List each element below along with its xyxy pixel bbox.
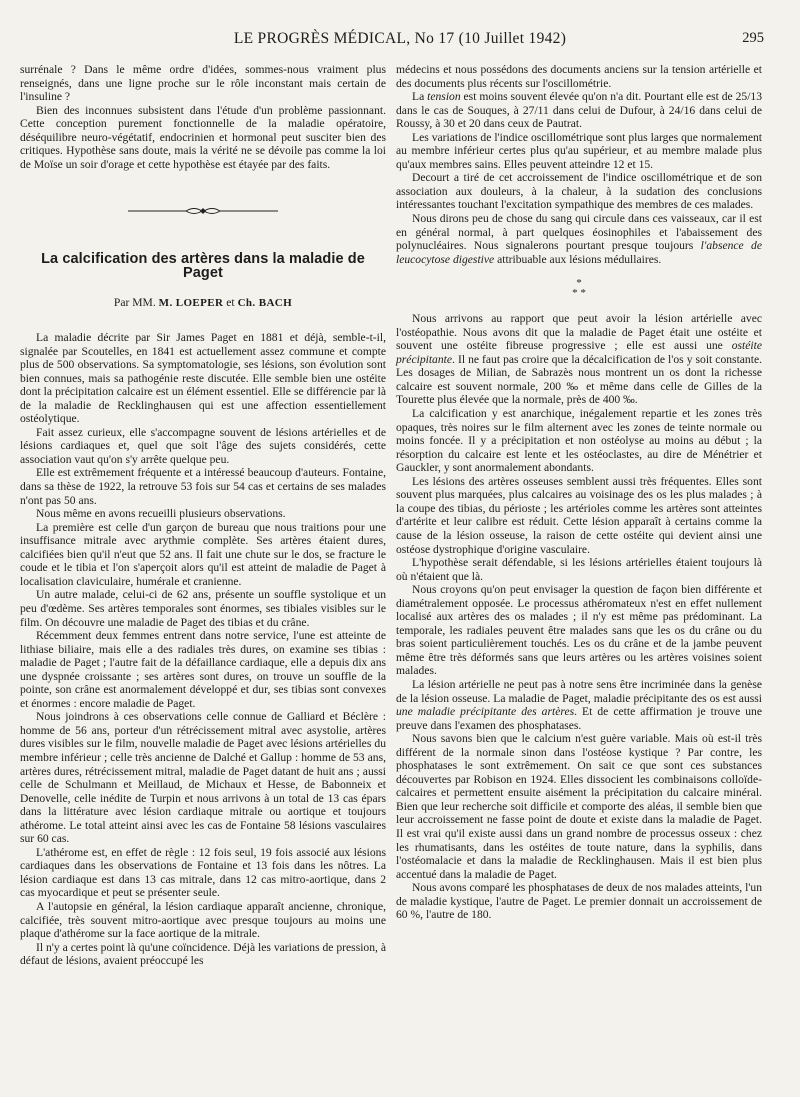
byline-and: et bbox=[226, 296, 235, 310]
paragraph: La première est celle d'un garçon de bureau que nous traitions pour une insuffisance mitrale avec arythmie complète. Ses artères étaient dures, calcifiées bien qu'il n'eut que 52 ans. Il fait une chute sur le dos, se fracture le coude et le tibia et l'on s'aperçoit alors qu'il est atteint de maladie de Paget à localisation claviculaire, humérale et cranienne. bbox=[20, 520, 386, 588]
paragraph: Nous joindrons à ces observations celle connue de Galliard et Béclère : homme de 56 ans, porteur d'un rétrécissement mitral avec asystolie, artères dures visibles sur le film, nouvelle maladie de Paget avec lésions artérielles du membre inférieur ; celle très ancienne de Dalché et Gallup : homme de 53 ans, artères dures, rétrécissement mitral, maladie de Paget datant de huit ans ; aussi celle de Schulmann et Meillaud, de Michaux et Hesse, de Babonneix et Denovelle, celle inédite de Turpin et nous arrivons à un total de 13 cas épars dans la littérature avec lésion cardiaque mitrale ou aortique et toujours athérome. Le total atteint ainsi avec les cas de Fontaine 58 lésions vasculaires sur 60 cas. bbox=[20, 710, 386, 846]
emphasis: tension bbox=[427, 90, 461, 104]
section-divider-ornament bbox=[20, 205, 386, 217]
running-header bbox=[0, 30, 800, 52]
right-column bbox=[396, 63, 762, 922]
byline bbox=[20, 296, 386, 311]
paragraph: Nous savons bien que le calcium n'est guère variable. Mais où est-il très différent de la normale sinon dans l'ostéose kystique ? Par contre, les phosphatases le sont extrêmement. On sait ce que sont ces substances découvertes par Robison en 1924. Elles dissocient les combinaisons colloïde-calcaires et permettent ensuite aisément la précipitation du calcaire minéral. Bien que leur recherche soit difficile et comporte des aléas, il semble bien que leur accroissement ne fasse point de doute et existe dans la maladie de Paget. Il est vrai qu'il existe aussi dans un grand nombre de processus osseux : chez les rhumatisants, dans les ostéites de toute nature, dans la syphilis, dans l'ostéomalacie et dans la maladie de Recklinghausen. Mais il est bien plus accentué dans la maladie de Paget. bbox=[396, 732, 762, 881]
paragraph: Les lésions des artères osseuses semblent aussi très fréquentes. Elles sont souvent plus marquées, plus calcaires au voisinage des os les plus malades ; à la coupe des tibias, du périoste ; les artérioles comme les artères sont atteintes d'artérite et leur calibre est réduit. Cette lésion apparaît à certains comme la cause de la lésion osseuse, la raison de cette ostéite qui devient ainsi une ostéose dystrophique d'origine vasculaire. bbox=[396, 474, 762, 556]
journal-header-title: LE PROGRÈS MÉDICAL, No 17 (10 Juillet 1942) bbox=[233, 30, 567, 47]
paragraph: Fait assez curieux, elle s'accompagne souvent de lésions artérielles et de lésions cardiaques et, quel que soit l'âge des sujets considérés, cette association vaut qu'on s'y arrête quelque peu. bbox=[20, 425, 386, 466]
paragraph: La maladie décrite par Sir James Paget en 1881 et déjà, semble-t-il, signalée par Scoutelles, en 1841 est actuellement assez commune et compte plus de 500 observations. Sa symptomatologie, ses lésions, son évolution sont bien connues, mais sa pathogénie reste discutée. Elle semble bien une ostéite dont la précipitation calcaire est un élément essentiel. Elle se différencie par là de la maladie de Recklinghausen qui est une affection essentiellement ostéolytique. bbox=[20, 331, 386, 426]
paragraph: L'hypothèse serait défendable, si les lésions artérielles étaient toujours là où n'étaient que là. bbox=[396, 556, 762, 583]
paragraph: Nous avons comparé les phosphatases de deux de nos malades atteints, l'un de maladie kystique, l'autre de Paget. Le premier donnait un accroissement de 60 %, l'autre de 180. bbox=[396, 881, 762, 922]
left-column bbox=[20, 63, 386, 968]
byline-prefix: Par MM. bbox=[113, 296, 156, 310]
paragraph: médecins et nous possédons des documents anciens sur la tension artérielle et des documents plus récents sur l'oscillométrie. bbox=[396, 63, 762, 90]
paragraph: L'athérome est, en effet de règle : 12 fois seul, 19 fois associé aux lésions cardiaques dans les observations de Fontaine et 13 fois dans les nôtres. La lésion cardiaque est dans 13 cas mitrale, dans 12 cas mitro-aortique, dans 2 cas myocardique et peut se présenter seule. bbox=[20, 845, 386, 900]
paragraph: Nous croyons qu'on peut envisager la question de façon bien différente et diamétralement opposée. Le processus athéromateux n'est en effet nullement localisé aux artères des os malades ; il n'y est même pas prédominant. La temporale, les radiales peuvent être malades sans que les os du crâne ou du bras soient particulièrement touchés. Les os du crâne et de la jambe peuvent même être très déformés sans que leurs artères ou les artères voisines soient malades. bbox=[396, 583, 762, 678]
paragraph: Nous même en avons recueilli plusieurs observations. bbox=[36, 507, 286, 521]
paragraph: La lésion artérielle ne peut pas à notre sens être incriminée dans la genèse de la lésion osseuse. La maladie de Paget, maladie précipitante des os est aussi une maladie précipitante des artères. Et de cette affirmation je trouve une preuve dans l'examen des phosphatases. bbox=[396, 677, 763, 732]
paragraph: A l'autopsie en général, la lésion cardiaque apparaît ancienne, chronique, calcifiée, très souvent mitro-aortique avec presque toujours au moins une plaque d'athérome sur la face aortique de la mitrale. bbox=[20, 899, 386, 941]
paragraph: Nous dirons peu de chose du sang qui circule dans ces vaisseaux, car il est en général normal, à part quelques éosinophiles et l'abaissement des polynucléaires. Nous signalerons pourtant presque toujours l'absence de leucocytose digestive attribuable aux lésions médullaires. bbox=[396, 212, 763, 266]
paragraph: Decourt a tiré de cet accroissement de l'indice oscillométrique et de son association aux douleurs, à la chaleur, à la sudation des conclusions intéressantes touchant l'excitation sympathique des membres de ces malades. bbox=[396, 171, 762, 212]
paragraph: Un autre malade, celui-ci de 62 ans, présente un souffle systolique et un peu d'œdème. Ses artères temporales sont énormes, ses tibiales visibles sur le film. On découvre une maladie de Paget des tibias et du crâne. bbox=[20, 588, 386, 629]
section-asterism: * * * bbox=[572, 277, 586, 300]
paragraph: Bien des inconnues subsistent dans l'étude d'un problème passionnant. Cette conception purement fonctionnelle de la maladie opératoire, déséquilibre neuro-végétatif, endocrinien et hormonal peut susciter bien des critiques. Hypothèse sans doute, mais la vérité ne se dévoile pas comme la loi de Moïse un soir d'orage et cette hypothèse est étayée par des faits. bbox=[20, 103, 386, 171]
emphasis: une maladie précipitante des artères bbox=[396, 705, 575, 719]
paragraph: Nous arrivons au rapport que peut avoir la lésion artérielle avec l'ostéopathie. Nous avons dit que la maladie de Paget était une ostéite et souvent une ostéite fibreuse progressive ; elle est aussi une ostéite précipitante. Il ne faut pas croire que la décalcification de l'os y soit constante. Les dosages de Milian, de Sabrazès nous montrent un os dont la richesse calcaire est souvent normale, 200 ‰ et même dans celle de Gilles de la Tourette plus élevée que la normale, près de 400 ‰. bbox=[396, 312, 762, 407]
paragraph: Récemment deux femmes entrent dans notre service, l'une est atteinte de lithiase biliaire, mais elle a des radiales très dures, on examine ses tibias : maladie de Paget ; l'autre fait de la défaillance cardiaque, elle a depuis dix ans une dyspnée croissante ; ses artères sont dures, on trouve un souffle de la pointe, son crâne est anormalement développé et dur, ses tibias sont convexes et énormes : encore maladie de Paget. bbox=[20, 629, 386, 710]
paragraph: Il n'y a certes point là qu'une coïncidence. Déjà les variations de pression, à défaut de lésions, avaient préoccupé les bbox=[20, 940, 386, 968]
author-name: Ch. BACH bbox=[237, 297, 293, 310]
paragraph: La calcification y est anarchique, inégalement repartie et les zones très opaques, très noires sur le film alternent avec les zones de teinte normale ou moins foncée. Il y a précipitation et non ostéolyse au moins au début ; la résorption du calcaire est lente et les ostéoclastes, au dire de Ménétrier et Gauckler, y sont anormalement abondants. bbox=[396, 407, 762, 475]
article-title: La calcification des artères dans la maladie de Paget bbox=[41, 251, 365, 281]
emphasis: ostéite précipitante bbox=[396, 339, 762, 366]
emphasis: l'absence de leucocytose digestive bbox=[396, 239, 763, 266]
page-number: 295 bbox=[742, 30, 764, 46]
paragraph: Les variations de l'indice oscillométrique sont plus larges que normalement au membre inférieur certes plus qu'au supérieur, et au membre malade plus qu'aux membres sains. Elles peuvent atteindre 12 et 15. bbox=[396, 130, 762, 171]
paragraph: La tension est moins souvent élevée qu'on n'a dit. Pourtant elle est de 25/13 dans le cas de Souques, à 27/11 dans celui de Dufour, à 24/16 dans celui de Roussy, à 30 et 20 dans ceux de Pautrat. bbox=[396, 90, 763, 131]
paragraph: Elle est extrêmement fréquente et a intéressé beaucoup d'auteurs. Fontaine, dans sa thèse de 1922, la retrouve 53 fois sur 54 cas et certains de ses malades n'ont pas 50 ans. bbox=[20, 466, 386, 507]
author-name: M. LOEPER bbox=[158, 297, 224, 310]
paragraph: surrénale ? Dans le même ordre d'idées, sommes-nous vraiment plus renseignés, dans une ligne proche sur le rôle inconstant mais certain de l'insuline ? bbox=[20, 63, 386, 104]
